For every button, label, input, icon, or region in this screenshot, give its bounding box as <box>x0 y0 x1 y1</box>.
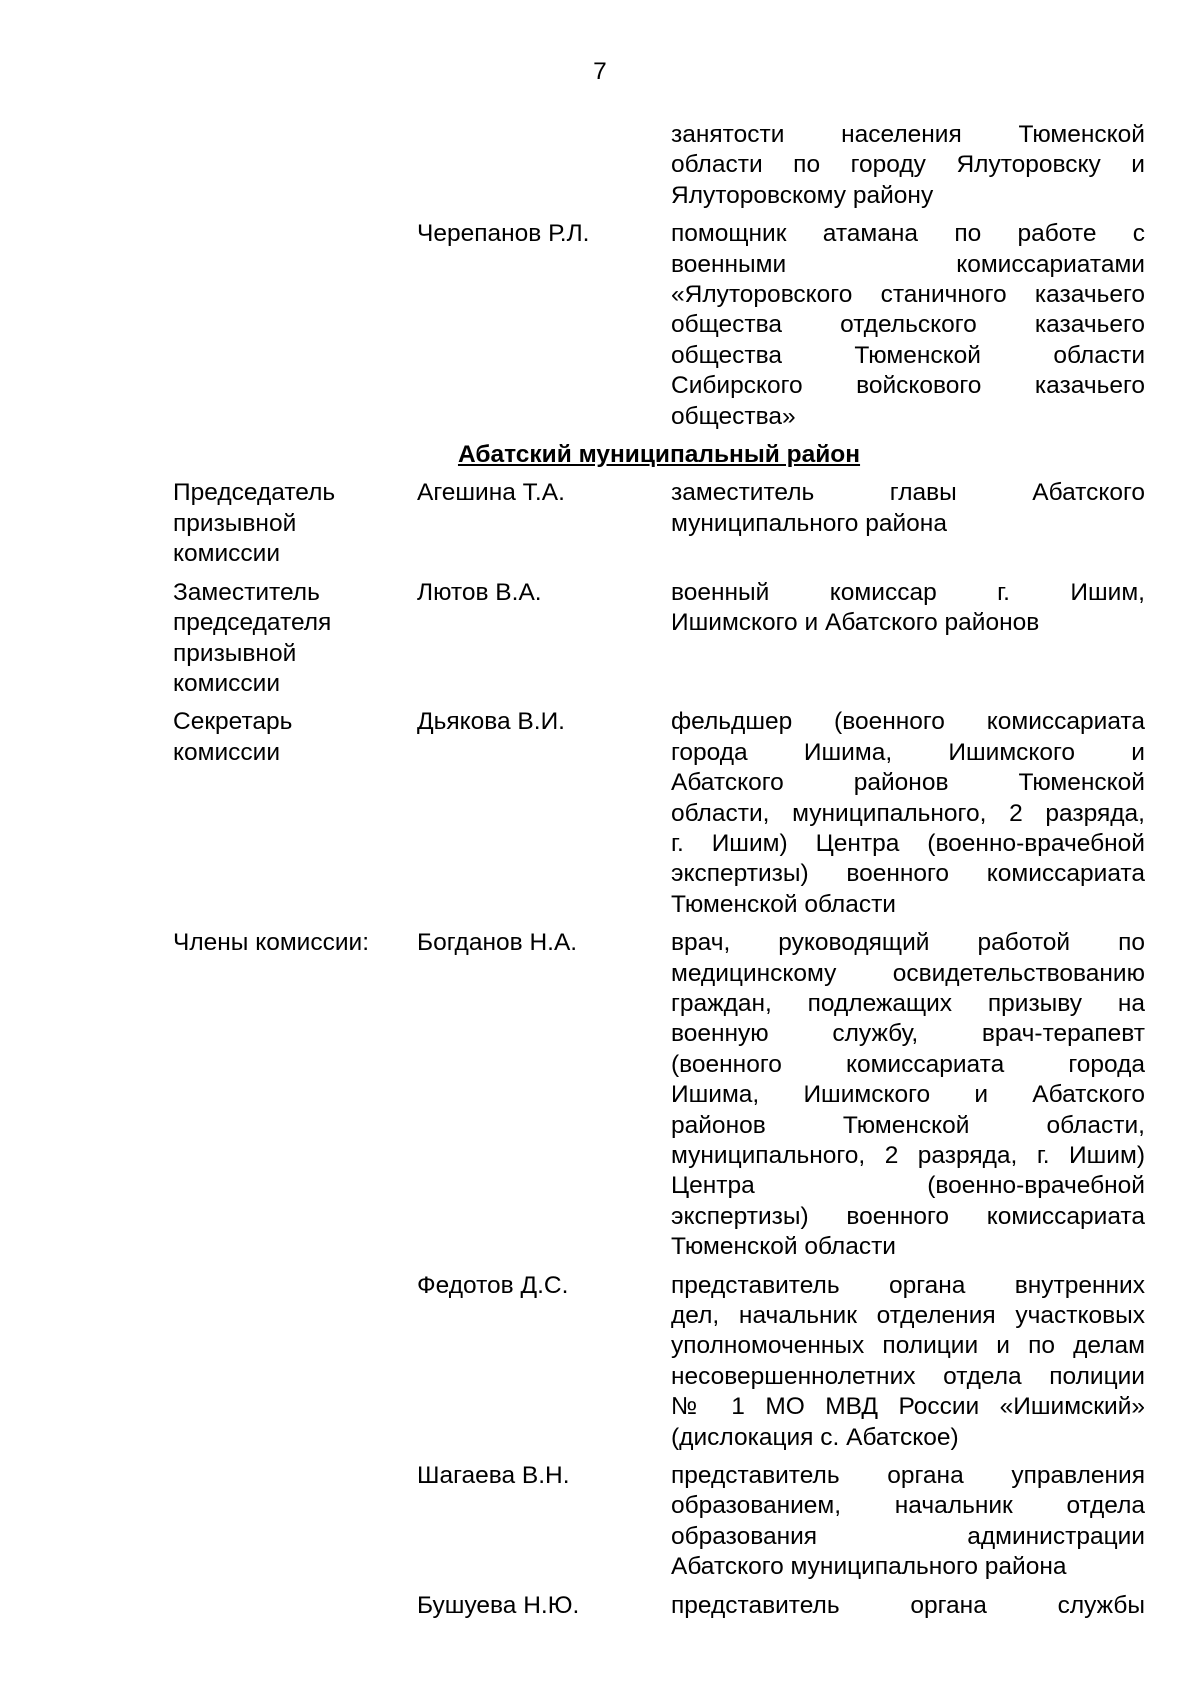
description-cell <box>671 120 1145 211</box>
description-line: уполномоченных полиции и по делам <box>671 1332 1145 1360</box>
role-cell: Заместитель председателя призывной комиссии <box>173 578 332 697</box>
table-row <box>173 578 1145 700</box>
name-cell: Бушуева Н.Ю. <box>417 1591 580 1619</box>
name-cell: Шагаева В.Н. <box>417 1462 570 1490</box>
description-cell <box>671 478 1145 539</box>
description-line: представитель органа управления <box>671 1462 1145 1490</box>
description-line: Центра (военно-врачебной <box>671 1172 1145 1200</box>
description-line: Ишимского и Абатского районов <box>671 609 1040 637</box>
description-line: Тюменской области <box>671 1233 896 1261</box>
description-line: области по городу Ялуторовску и <box>671 151 1145 179</box>
description-line: фельдшер (военного комиссариата <box>671 708 1145 736</box>
description-line: (дислокация с. Абатское) <box>671 1423 959 1451</box>
description-line: г. Ишим) Центра (военно-врачебной <box>671 829 1145 857</box>
role-cell: Секретарь комиссии <box>173 708 293 766</box>
description-line: несовершеннолетних отдела полиции <box>671 1362 1145 1390</box>
description-cell <box>671 578 1145 639</box>
description-line: военную службу, врач-терапевт <box>671 1020 1145 1048</box>
description-line: граждан, подлежащих призыву на <box>671 989 1145 1017</box>
description-line: образования администрации <box>671 1522 1145 1550</box>
name-cell: Агешина Т.А. <box>417 479 565 507</box>
description-line: Абатского муниципального района <box>671 1553 1067 1581</box>
description-line: Сибирского войскового казачьего <box>671 372 1145 400</box>
table-row <box>173 478 1145 569</box>
section-title: Абатский муниципальный район <box>457 441 861 469</box>
description-cell <box>671 1591 1145 1621</box>
table-row <box>173 1461 1145 1583</box>
table-row <box>173 928 1145 1262</box>
description-line: общества» <box>671 402 796 430</box>
description-line: муниципального, 2 разряда, г. Ишим) <box>671 1142 1145 1169</box>
description-line: врач, руководящий работой по <box>671 929 1145 957</box>
description-line: образованием, начальник отдела <box>671 1492 1145 1520</box>
table-row <box>173 120 1145 211</box>
description-line: представитель органа внутренних <box>671 1271 1145 1299</box>
role-cell: Председатель призывной комиссии <box>173 479 336 568</box>
page-number: 7 <box>593 58 607 85</box>
description-line: муниципального района <box>671 509 947 537</box>
description-line: помощник атамана по работе с <box>671 220 1145 248</box>
name-cell: Дьякова В.И. <box>417 708 565 736</box>
description-line: экспертизы) военного комиссариата <box>671 1202 1145 1230</box>
description-line: города Ишима, Ишимского и <box>671 738 1145 766</box>
table-row <box>173 1591 1145 1621</box>
description-line: Тюменской области <box>671 890 896 918</box>
description-line: военными комиссариатами <box>671 250 1145 278</box>
description-line: (военного комиссариата города <box>671 1050 1145 1078</box>
description-line: Абатского районов Тюменской <box>671 769 1145 797</box>
name-cell: Черепанов Р.Л. <box>417 220 590 248</box>
description-cell <box>671 219 1145 432</box>
description-cell <box>671 928 1145 1262</box>
table-row <box>173 707 1145 920</box>
name-cell: Богданов Н.А. <box>417 929 578 957</box>
table-row <box>173 1271 1145 1453</box>
description-line: занятости населения Тюменской <box>671 121 1145 148</box>
description-cell <box>671 1461 1145 1583</box>
description-line: Ялуторовскому району <box>671 181 934 209</box>
role-cell: Члены комиссии: <box>173 929 370 957</box>
name-cell: Федотов Д.С. <box>417 1271 569 1299</box>
description-cell <box>671 1271 1145 1453</box>
commission-list <box>173 120 1145 1629</box>
description-line: № 1 МО МВД России «Ишимский» <box>671 1393 1145 1421</box>
description-line: заместитель главы Абатского <box>671 479 1145 507</box>
description-line: «Ялуторовского станичного казачьего <box>671 281 1145 309</box>
description-line: общества Тюменской области <box>671 341 1145 369</box>
description-line: общества отдельского казачьего <box>671 311 1145 339</box>
description-line: медицинскому освидетельствованию <box>671 959 1145 987</box>
description-line: представитель органа службы <box>671 1591 1145 1619</box>
description-line: районов Тюменской области, <box>671 1111 1145 1139</box>
description-line: области, муниципального, 2 разряда, <box>671 799 1145 827</box>
name-cell: Лютов В.А. <box>417 578 542 606</box>
table-row <box>173 219 1145 432</box>
description-line: военный комиссар г. Ишим, <box>671 578 1145 606</box>
description-line: дел, начальник отделения участковых <box>671 1302 1145 1330</box>
description-cell <box>671 707 1145 920</box>
description-line: Ишима, Ишимского и Абатского <box>671 1081 1145 1109</box>
description-line: экспертизы) военного комиссариата <box>671 860 1145 888</box>
